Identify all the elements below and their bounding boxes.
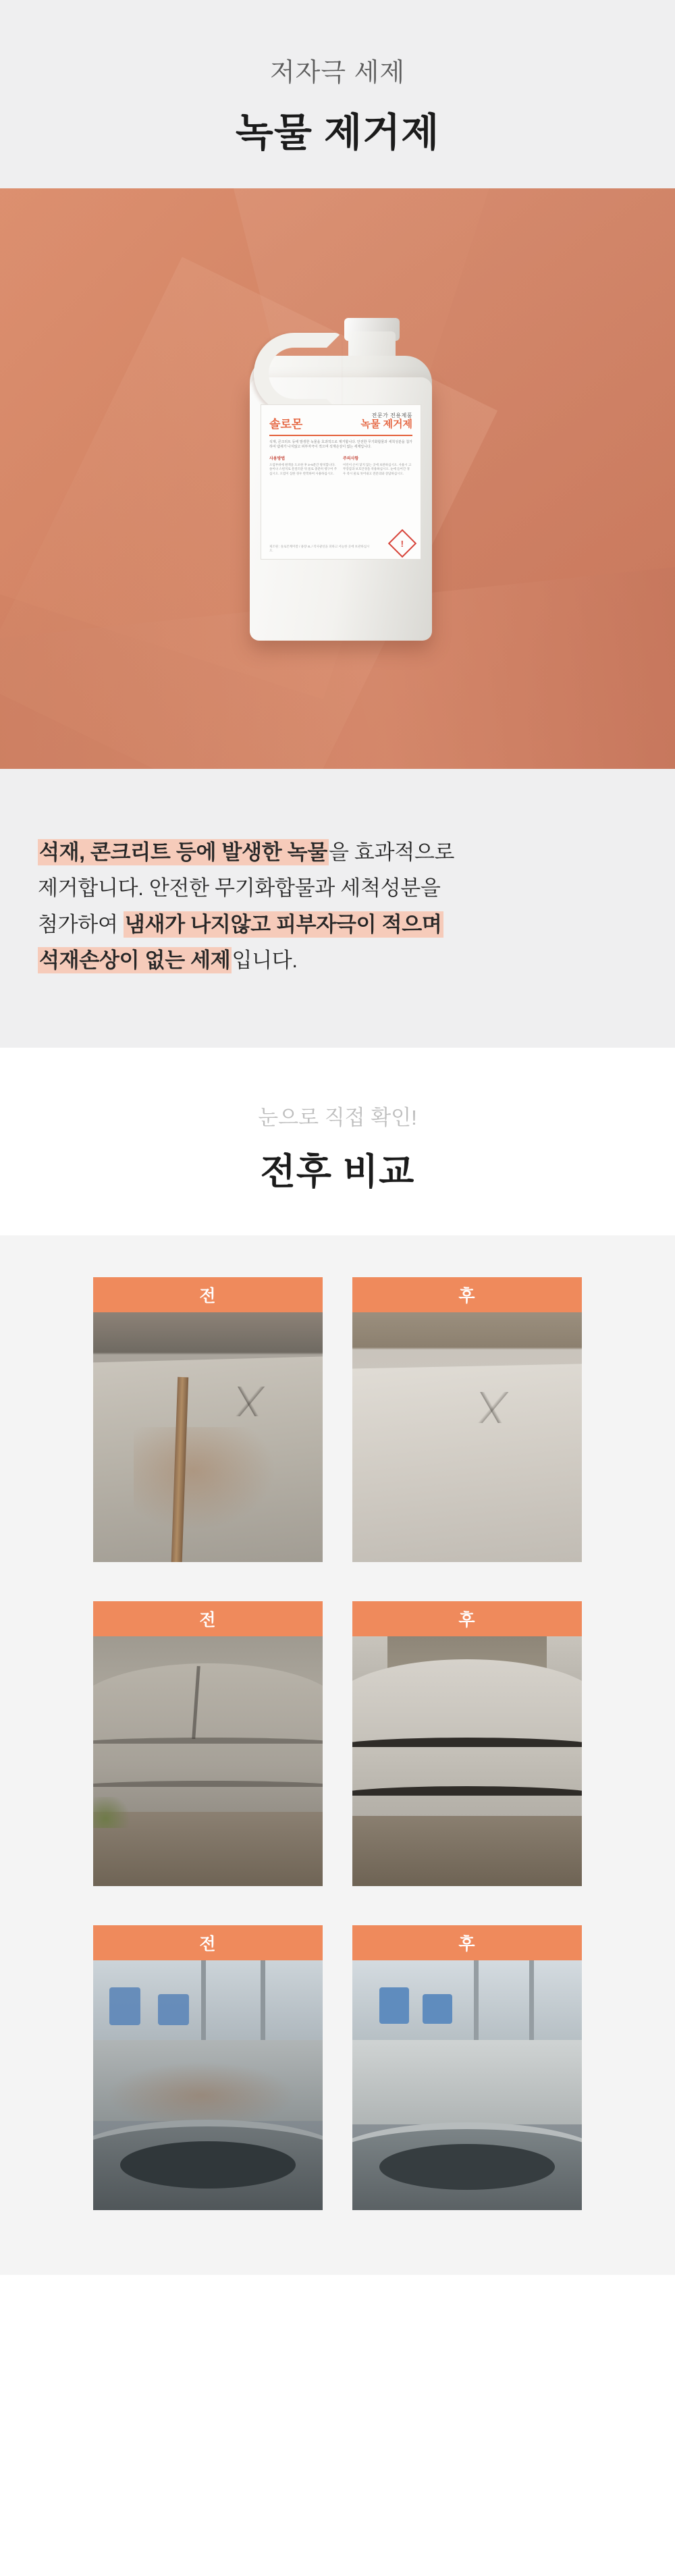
compare-pair-row xyxy=(0,1601,675,1886)
description-section xyxy=(0,769,675,1048)
description-paragraph xyxy=(38,834,637,978)
label-column-caution-title: 주의사항 xyxy=(343,456,359,461)
hazard-warning-icon xyxy=(388,529,416,558)
after-photo-stone-slab xyxy=(352,1312,582,1562)
description-highlight-3: 석재손상이 없는 세제 xyxy=(39,948,231,972)
label-brand: 솔로몬 xyxy=(269,417,303,431)
compare-main-title: 전후 비교 xyxy=(260,1152,415,1193)
label-description: 석재, 콘크리트 등에 발생한 녹물을 효과적으로 제거합니다. 안전한 무기화합물과 세척성분을 첨가하여 냄새가 나지않고 피부자극이 적으며 석재손상이 없는 세제입니다. xyxy=(269,439,412,449)
label-column-usage-title: 사용방법 xyxy=(269,456,286,461)
compare-after-pane xyxy=(352,1277,582,1562)
photo-element-rust-stain xyxy=(107,2062,296,2129)
hero-main-title: 녹물 제거제 xyxy=(235,111,440,155)
photo-element-seam xyxy=(93,1738,323,1744)
photo-element-seam xyxy=(352,1738,582,1747)
after-label: 후 xyxy=(352,1925,582,1960)
label-footer xyxy=(269,533,412,554)
before-label: 전 xyxy=(93,1925,323,1960)
label-column-usage xyxy=(269,455,339,477)
before-photo-stone-slab xyxy=(93,1312,323,1562)
photo-element-post xyxy=(261,1960,265,2048)
after-photo-curved-wall xyxy=(352,1636,582,1886)
before-label: 전 xyxy=(93,1601,323,1636)
description-text-1: 을 효과적으로 xyxy=(328,840,455,864)
photo-element-ground xyxy=(352,1816,582,1886)
photo-element-blue-bag xyxy=(423,1994,452,2024)
after-photo-water-tank xyxy=(352,1960,582,2210)
photo-element-engraving xyxy=(467,1392,517,1423)
compare-before-pane xyxy=(93,1925,323,2210)
before-after-gallery xyxy=(0,1235,675,2275)
compare-pair-row xyxy=(0,1277,675,1562)
product-photo-section xyxy=(0,188,675,769)
compare-title-section xyxy=(0,1048,675,1235)
photo-element-blue-bag xyxy=(158,1994,189,2025)
photo-element-blue-bag xyxy=(109,1987,140,2025)
label-column-usage-text: 오염부위에 원액을 도포한 후 3~5분간 방치합니다. 솔이나 스펀지로 문질러준 뒤 물로 충분히 헹구어 주십시오. 오염이 심한 경우 반복하여 사용하십시오. xyxy=(269,462,338,476)
photo-element-seam xyxy=(352,1786,582,1796)
description-highlight-1: 석재, 콘크리트 등에 발생한 녹물 xyxy=(39,840,327,864)
photo-element-post xyxy=(474,1960,479,2049)
photo-element-grass xyxy=(93,1797,134,1828)
label-kicker: 전문가 전용제품 xyxy=(371,412,412,419)
description-text-4: 입니다. xyxy=(232,948,298,972)
after-label: 후 xyxy=(352,1601,582,1636)
label-column-caution-text: 어린이 손이 닿지 않는 곳에 보관하십시오. 사용시 고무장갑과 보호안경을 착용하십시오. 눈에 들어간 경우 즉시 물로 씻어내고 전문의와 상담하십시오. xyxy=(343,462,412,476)
bottle-handle xyxy=(254,333,342,414)
description-text-2: 제거합니다. 안전한 무기화합물과 세척성분을 xyxy=(38,876,441,901)
photo-element-engraving xyxy=(225,1387,273,1416)
label-column-caution xyxy=(343,455,412,477)
compare-before-pane xyxy=(93,1277,323,1562)
label-title-group xyxy=(360,412,412,431)
after-label: 후 xyxy=(352,1277,582,1312)
label-header xyxy=(269,412,412,436)
product-bottle xyxy=(216,303,459,654)
label-footer-text: 제조원 : 솔로몬케미칼 / 용량 4L / 직사광선을 피하고 서늘한 곳에 보관하십시오. xyxy=(269,544,370,553)
compare-after-pane xyxy=(352,1925,582,2210)
hazard-symbol: ! xyxy=(400,538,404,549)
photo-element-basin-rim xyxy=(120,2141,296,2189)
description-highlight-2: 냄새가 나지않고 피부자극이 적으며 xyxy=(124,912,442,936)
photo-element-concrete-wall xyxy=(352,2040,582,2124)
photo-element-stone-arc xyxy=(352,1659,582,1835)
photo-element-seam xyxy=(93,1781,323,1787)
photo-element-post xyxy=(201,1960,206,2048)
before-photo-curved-wall xyxy=(93,1636,323,1886)
label-columns xyxy=(269,455,412,477)
hero-title-section xyxy=(0,0,675,188)
photo-element-post xyxy=(529,1960,534,2049)
photo-element-basin-rim xyxy=(379,2144,555,2190)
photo-element-blue-bag xyxy=(379,1987,409,2024)
compare-pair-row xyxy=(0,1925,675,2210)
before-label: 전 xyxy=(93,1277,323,1312)
compare-after-pane xyxy=(352,1601,582,1886)
compare-subtitle: 눈으로 직접 확인! xyxy=(258,1106,417,1130)
hero-subtitle: 저자극 세제 xyxy=(269,59,406,87)
bottle-label xyxy=(261,404,421,560)
description-text-3: 첨가하여 xyxy=(38,912,124,936)
photo-element-rust-stain xyxy=(134,1427,282,1535)
compare-before-pane xyxy=(93,1601,323,1886)
label-product-name: 녹물 제거제 xyxy=(360,419,412,430)
before-photo-water-tank xyxy=(93,1960,323,2210)
